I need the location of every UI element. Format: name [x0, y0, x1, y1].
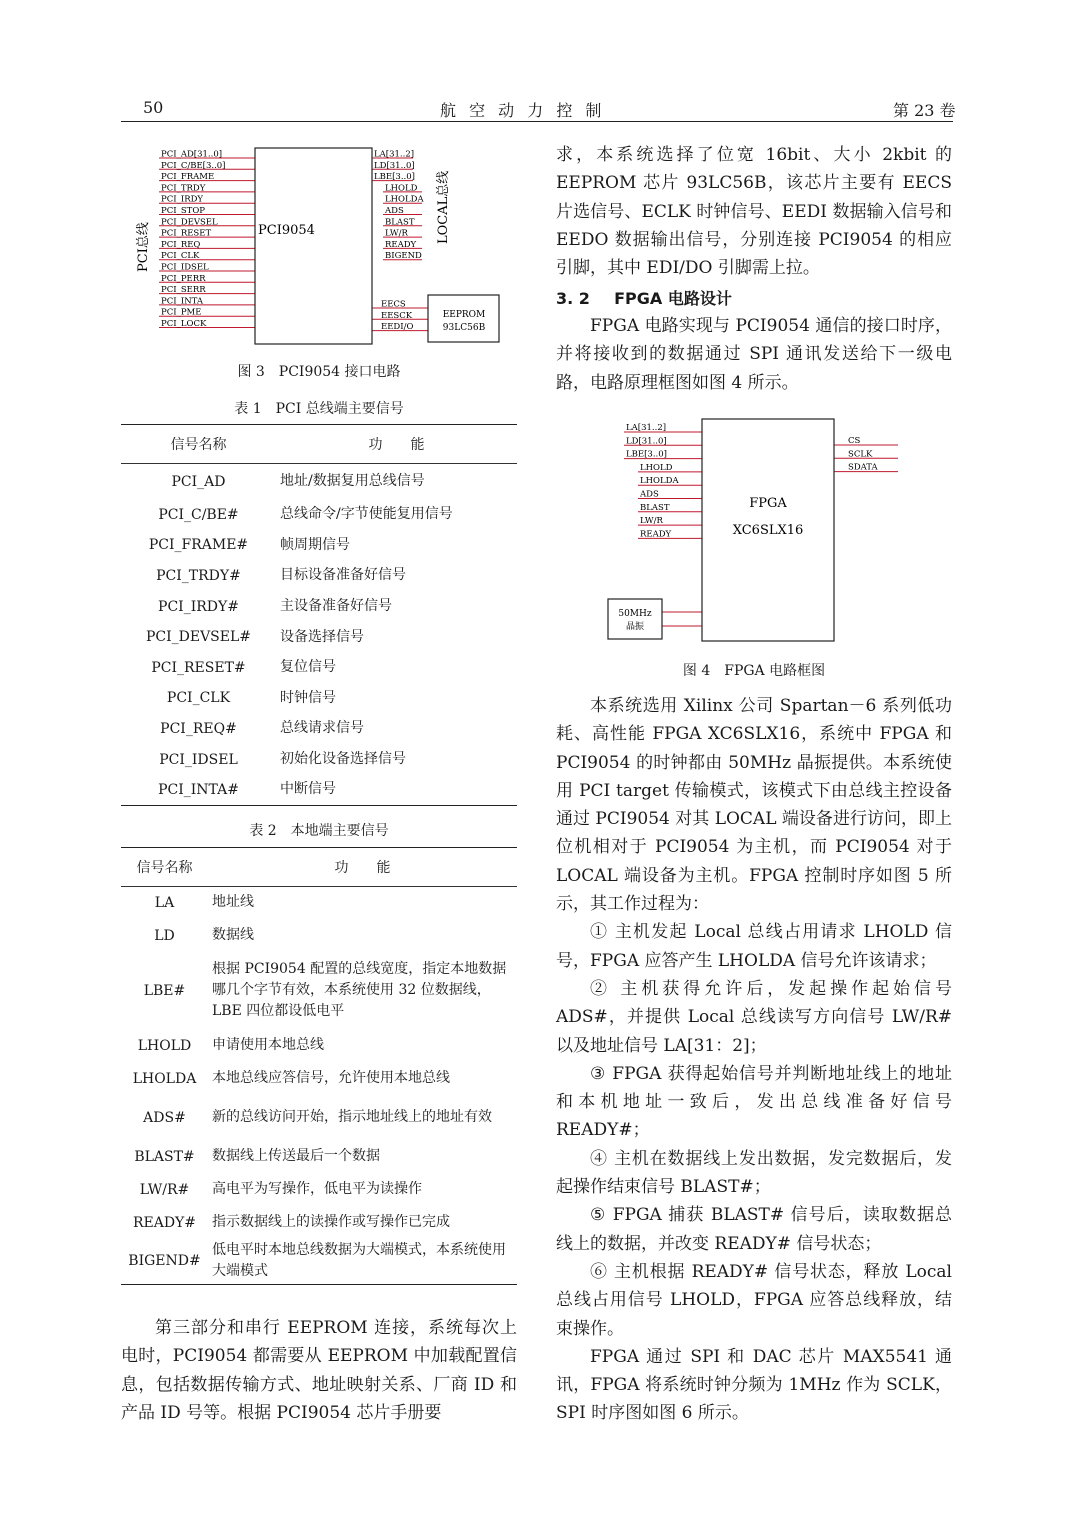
- signal-function: 时钟信号: [280, 689, 336, 706]
- signal-label: ADS: [385, 206, 404, 216]
- signal-label: PCI_IDSEL: [161, 262, 209, 273]
- signal-label: READY: [640, 529, 672, 540]
- signal-name: PCI_TRDY#: [156, 567, 241, 584]
- signal-label: PCI_LOCK: [161, 319, 207, 329]
- signal-label: LHOLDA: [640, 476, 679, 487]
- section-title: FPGA 电路设计: [614, 289, 732, 308]
- table-row: [121, 1141, 517, 1173]
- left-bottom-text: 第三部分和串行 EEPROM 连接，系统每次上电时，PCI9054 都需要从 EEPROM 中加载配置信息，包括数据传输方式、地址映射关系、厂商 ID 和产品 ID 号等。根据 PCI9054 芯片手册要: [121, 1318, 517, 1423]
- signal-label: PCI_RESET: [161, 228, 212, 239]
- signal-label: LW/R: [385, 228, 408, 239]
- fpga-label-1: FPGA: [749, 496, 787, 511]
- table-row: [121, 652, 517, 683]
- local-bus-label: LOCAL总线: [436, 170, 451, 244]
- left-bottom-paragraph: [121, 1314, 517, 1427]
- signal-function: 高电平为写操作，低电平为读操作: [212, 1181, 422, 1197]
- signal-function: 数据线: [212, 927, 254, 943]
- table-row: [121, 1095, 517, 1141]
- signal-name: PCI_FRAME#: [148, 537, 249, 554]
- signal-label: LHOLD: [385, 183, 418, 194]
- signal-label: CS: [848, 436, 861, 446]
- signal-label: BLAST: [640, 502, 670, 513]
- signal-label: PCI_DEVSEL: [161, 217, 218, 228]
- figure-3-diagram: [121, 140, 521, 350]
- section-heading: [556, 286, 732, 309]
- signal-name: PCI_DEVSEL#: [145, 629, 252, 646]
- right-paragraph: ⑥ 主机根据 READY# 信号状态，释放 Local 总线占用信号 LHOLD，FPGA 应答总线释放，结束操作。: [556, 1261, 952, 1339]
- signal-function: 本地总线应答信号，允许使用本地总线: [212, 1070, 450, 1086]
- signal-label: LD[31..0]: [374, 160, 415, 171]
- signal-function: 申请使用本地总线: [212, 1037, 324, 1053]
- signal-function: 中断信号: [280, 781, 336, 798]
- right-body-paragraphs: [556, 692, 952, 1428]
- table-1-col-name: 信号名称: [121, 425, 276, 464]
- signal-label: BLAST: [385, 217, 415, 228]
- pci9054-chip-box: [255, 148, 372, 344]
- signal-function: 主设备准备好信号: [280, 598, 392, 615]
- right-paragraph: ③ FPGA 获得起始信号并判断地址线上的地址和本机地址一致后，发出总线准备好信号 READY#；: [556, 1063, 952, 1141]
- section-number: 3. 2: [556, 289, 590, 308]
- signal-name: PCI_INTA#: [158, 781, 239, 798]
- signal-name: PCI_C/BE#: [158, 506, 239, 523]
- table-row: [121, 1207, 517, 1239]
- table-row: [121, 744, 517, 775]
- right-paragraph: 本系统选用 Xilinx 公司 Spartan－6 系列低功耗、高性能 FPGA XC6SLX16，系统中 FPGA 和 PCI9054 的时钟都由 50MHz 晶振提供。本系统使用 PCI target 传输模式，该模式下由总线主控设备通过 PCI9054 对其 LOCAL 端设备进行访问，即上位机相对于 PCI9054 为主机，而 PCI9054 对于 LOCAL 端设备为主机。FPGA 控制时序如图 5 所示，其工作过程为：: [556, 696, 952, 915]
- table-row: [121, 530, 517, 561]
- page-number: 50: [143, 98, 164, 117]
- table-row: [121, 622, 517, 653]
- signal-label: LHOLDA: [385, 194, 424, 205]
- signal-name: LA: [154, 894, 175, 911]
- signal-label: PCI_TRDY: [161, 183, 206, 194]
- table-1-caption: 表 1 PCI 总线端主要信号: [234, 401, 404, 417]
- signal-name: BLAST#: [134, 1148, 195, 1165]
- signal-function: 目标设备准备好信号: [280, 567, 406, 584]
- right-paragraph: FPGA 通过 SPI 和 DAC 芯片 MAX5541 通讯，FPGA 将系统时钟分频为 1MHz 作为 SCLK，SPI 时序图如图 6 所示。: [556, 1346, 952, 1424]
- table-row: [121, 1029, 517, 1063]
- table-row: [121, 500, 517, 531]
- pci-bus-label: PCI总线: [136, 222, 151, 272]
- signal-name: LD: [154, 927, 175, 944]
- right-paragraph: ⑤ FPGA 捕获 BLAST# 信号后，读取数据总线上的数据，并改变 READY# 信号状态；: [556, 1205, 952, 1254]
- signal-label: LA[31..2]: [374, 149, 415, 160]
- signal-label: LBE[3..0]: [374, 172, 415, 183]
- signal-label: READY: [385, 239, 417, 250]
- table-1-col-func: 功 能: [276, 425, 517, 464]
- table-2-col-func: 功 能: [208, 848, 517, 887]
- table-row: [121, 953, 517, 1029]
- table-row: [121, 775, 517, 806]
- oscillator-label-2: 晶振: [625, 622, 645, 632]
- table-row: [121, 887, 517, 919]
- signal-label: PCI_SERR: [161, 285, 206, 296]
- signal-label: PCI_IRDY: [161, 194, 204, 205]
- eeprom-label-1: EEPROM: [442, 310, 486, 320]
- signal-function: 总线命令/字节使能复用信号: [280, 506, 453, 523]
- signal-label: PCI_C/BE[3..0]: [161, 160, 226, 171]
- signal-label: PCI_CLK: [161, 251, 200, 262]
- signal-label: PCI_PME: [161, 307, 202, 318]
- eeprom-label-2: 93LC56B: [442, 323, 486, 333]
- table-2-col-name: 信号名称: [121, 848, 208, 887]
- signal-label: PCI_INTA: [161, 296, 203, 307]
- figure-4-caption: 图 4 FPGA 电路框图: [682, 663, 826, 679]
- table-row: [121, 1239, 517, 1285]
- table-row: [121, 683, 517, 714]
- signal-name: READY#: [132, 1214, 197, 1231]
- right-top-paragraph: [556, 141, 952, 282]
- signal-label: LW/R: [640, 516, 663, 527]
- signal-name: PCI_REQ#: [160, 720, 237, 737]
- signal-function: 新的总线访问开始，指示地址线上的地址有效: [212, 1109, 492, 1125]
- signal-label: BIGEND: [385, 251, 422, 262]
- signal-label: LD[31..0]: [626, 436, 667, 447]
- signal-function: 数据线上传送最后一个数据: [212, 1148, 380, 1164]
- table-2: [121, 847, 517, 1285]
- signal-label: SDATA: [848, 462, 878, 473]
- signal-function: 总线请求信号: [280, 720, 364, 737]
- signal-name: ADS#: [143, 1109, 186, 1126]
- oscillator-box: [608, 599, 662, 639]
- right-paragraph: ④ 主机在数据线上发出数据，发完数据后，发起操作结束信号 BLAST#；: [556, 1148, 952, 1198]
- journal-title: 航 空 动 力 控 制: [440, 101, 606, 120]
- signal-label: PCI_FRAME: [161, 172, 215, 183]
- table-row: [121, 561, 517, 592]
- table-row: [121, 1063, 517, 1095]
- signal-name: PCI_IDSEL: [159, 751, 238, 768]
- signal-name: LBE#: [143, 982, 186, 999]
- signal-function: 帧周期信号: [280, 536, 350, 553]
- signal-function: 初始化设备选择信号: [280, 751, 406, 768]
- right-top-text: 求，本系统选择了位宽 16bit、大小 2kbit 的 EEPROM 芯片 93LC56B，该芯片主要有 EECS 片选信号、ECLK 时钟信号、EEDI 数据输入信号和 EEDO 数据输出信号，分别连接 PCI9054 的相应引脚，其中 EDI/DO 引脚需上拉。: [556, 145, 952, 279]
- signal-label: ADS: [640, 489, 659, 500]
- signal-label: EESCK: [381, 310, 413, 321]
- signal-function: 低电平时本地总线数据为大端模式，本系统使用大端模式: [212, 1242, 506, 1280]
- section-text: FPGA 电路实现与 PCI9054 通信的接口时序，并将接收到的数据通过 SPI 通讯发送给下一级电路，电路原理框图如图 4 所示。: [556, 316, 952, 393]
- signal-label: LA[31..2]: [626, 423, 667, 433]
- signal-function: 复位信号: [280, 659, 336, 676]
- pci9054-chip-label: PCI9054: [258, 223, 315, 238]
- signal-label: PCI_AD[31..0]: [161, 149, 223, 160]
- signal-function: 设备选择信号: [280, 628, 364, 645]
- signal-label: PCI_STOP: [161, 206, 206, 216]
- right-paragraph: ① 主机发起 Local 总线占用请求 LHOLD 信号，FPGA 应答产生 LHOLDA 信号允许该请求；: [556, 922, 952, 971]
- signal-name: BIGEND#: [128, 1253, 201, 1270]
- signal-label: LBE[3..0]: [626, 449, 667, 460]
- table-row: [121, 714, 517, 745]
- signal-function: 地址/数据复用总线信号: [280, 473, 425, 490]
- signal-function: 指示数据线上的读操作或写操作已完成: [212, 1214, 450, 1230]
- signal-name: LHOLD: [137, 1037, 192, 1054]
- signal-name: PCI_CLK: [166, 690, 231, 707]
- signal-name: LW/R#: [139, 1181, 190, 1198]
- table-1: [121, 424, 517, 806]
- signal-name: PCI_AD: [171, 473, 226, 490]
- fpga-label-2: XC6SLX16: [732, 523, 804, 538]
- signal-label: PCI_REQ: [161, 239, 201, 250]
- signal-label: SCLK: [848, 449, 873, 460]
- figure-3-caption: 图 3 PCI9054 接口电路: [237, 364, 401, 380]
- table-2-caption: 表 2 本地端主要信号: [249, 823, 389, 839]
- figure-4-diagram: [600, 415, 910, 647]
- header-rule: [121, 121, 953, 122]
- table-row: [121, 591, 517, 622]
- signal-label: EECS: [381, 299, 406, 310]
- right-paragraph: ② 主机获得允许后，发起操作起始信号 ADS#，并提供 Local 总线读写方向信号 LW/R# 以及地址信号 LA[31：2]；: [556, 978, 952, 1056]
- signal-name: PCI_IRDY#: [158, 598, 239, 615]
- table-row: [121, 464, 517, 500]
- signal-name: PCI_RESET#: [151, 659, 246, 676]
- signal-name: LHOLDA: [132, 1070, 197, 1087]
- signal-label: PCI_PERR: [161, 273, 206, 284]
- section-paragraph: [556, 312, 952, 397]
- table-row: [121, 1173, 517, 1207]
- oscillator-label-1: 50MHz: [618, 609, 652, 619]
- volume-label: 第 23 卷: [893, 101, 956, 120]
- signal-label: LHOLD: [640, 462, 673, 473]
- table-row: [121, 919, 517, 953]
- signal-function: 根据 PCI9054 配置的总线宽度，指定本地数据哪几个字节有效，本系统使用 32 位数据线，LBE 四位都设低电平: [212, 961, 507, 1019]
- signal-label: EEDI/O: [381, 322, 414, 333]
- signal-function: 地址线: [212, 894, 254, 911]
